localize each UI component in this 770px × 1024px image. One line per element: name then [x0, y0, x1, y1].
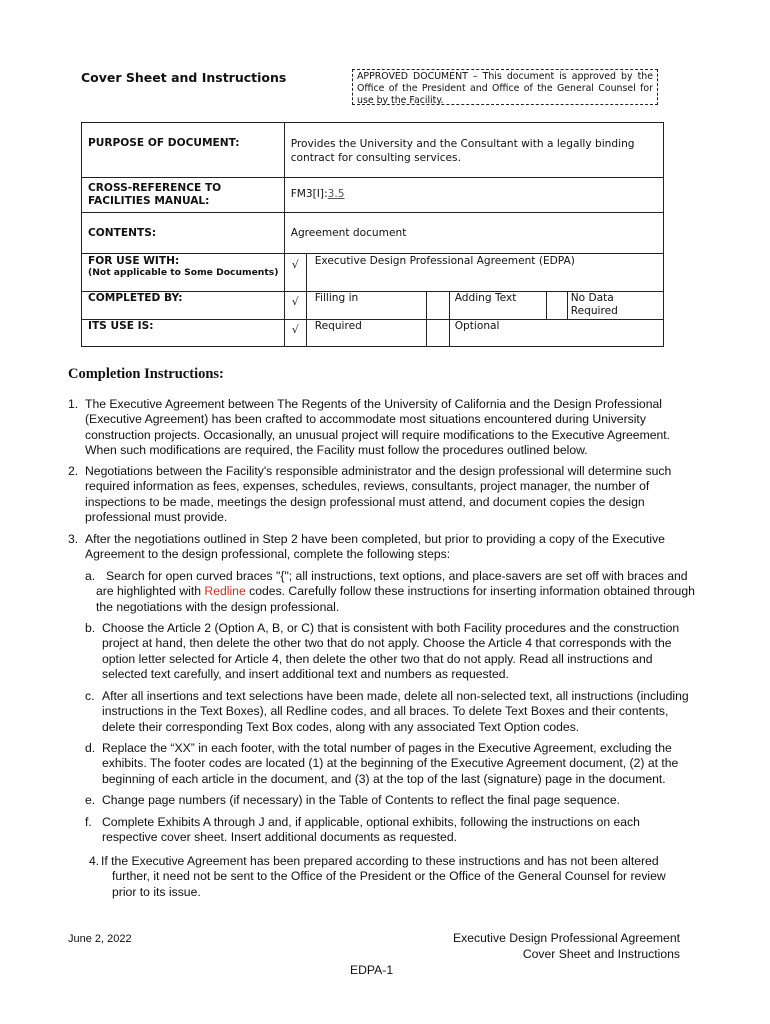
footer-subtitle-line: Cover Sheet and Instructions — [522, 946, 680, 961]
instruction-step-b — [85, 621, 700, 683]
instruction-step-c — [85, 689, 700, 735]
completed-options — [284, 292, 663, 320]
for-use-options — [284, 254, 663, 292]
use-is-checkbox[interactable]: √ — [285, 320, 307, 346]
instruction-item-1 — [68, 397, 698, 459]
step-letter: d. — [85, 741, 96, 755]
item-number: 3. — [68, 532, 79, 546]
for-use-value: Executive Design Professional Agreement (EDPA) — [314, 255, 575, 267]
crossref-label: CROSS-REFERENCE TO FACILITIES MANUAL: — [82, 178, 285, 213]
for-use-checkbox[interactable]: √ — [285, 254, 307, 291]
step-text: After all insertions and text selections have been made, delete all non-selected text, all instructions (including instructions in the Text Boxes), all Redline codes, and all braces. To delete Text Boxes and their contents, delete their corresponding Text Box codes, along with any associated Text Option codes. — [102, 689, 689, 734]
contents-label: CONTENTS: — [82, 213, 285, 254]
purpose-label: PURPOSE OF DOCUMENT: — [82, 123, 285, 178]
for-use-label: FOR USE WITH: — [88, 255, 180, 267]
use-is-optional: Optional — [454, 320, 500, 332]
instruction-step-a — [85, 569, 698, 615]
for-use-note: (Not applicable to Some Documents) — [88, 267, 279, 278]
item-number: 2. — [68, 464, 79, 478]
step-letter: c. — [85, 689, 95, 703]
step-letter: a. — [85, 569, 96, 583]
step-text: Complete Exhibits A through J and, if applicable, optional exhibits, following the instructions on each respective cover sheet. Insert additional documents as requested. — [102, 815, 640, 845]
step-text-part2: codes. Carefully follow these instructions for inserting information obtained through the negotiations with the design professional. — [96, 584, 695, 614]
instruction-step-d — [85, 741, 702, 787]
instruction-step-f — [85, 815, 675, 846]
footer-title-line: Executive Design Professional Agreement — [453, 931, 680, 945]
instruction-step-e — [85, 793, 700, 808]
footer-date: June 2, 2022 — [68, 933, 132, 945]
page-number: EDPA-1 — [350, 963, 394, 977]
step-letter: f. — [85, 815, 92, 829]
page-title: Cover Sheet and Instructions — [81, 70, 287, 85]
crossref-prefix: FM3[I]: — [290, 188, 328, 200]
completed-option-adding: Adding Text — [454, 292, 517, 304]
for-use-cell — [82, 254, 285, 292]
crossref-cell — [284, 178, 663, 213]
instruction-item-4 — [89, 854, 689, 900]
step-text: Choose the Article 2 (Option A, B, or C) that is consistent with both Facility procedures and the construction project at hand, then delete the other two that do not apply. Choose the Article 4 that corresponds with the option letter selected for Article 4, then delete the other two that do not apply. Read all instructions and selected text carefully, and insert additional text and numbers as requested. — [102, 621, 680, 682]
adding-text-checkbox[interactable] — [426, 292, 450, 319]
completed-option-nodata: No Data Required — [570, 292, 618, 317]
item-number: 4. — [89, 854, 100, 868]
step-letter: b. — [85, 621, 96, 635]
completed-option-filling: Filling in — [314, 292, 359, 304]
item-text: After the negotiations outlined in Step 2 have been completed, but prior to providing a copy of the Executive Agreement to the design professional, complete the following steps: — [85, 532, 665, 562]
completed-checkbox[interactable]: √ — [285, 292, 307, 319]
use-is-required: Required — [314, 320, 362, 332]
instructions-heading: Completion Instructions: — [68, 366, 224, 382]
item-text: Negotiations between the Facility's responsible administrator and the design professional will determine such required information as fees, expenses, schedules, reviews, consultants, project manager, the number of inspections to be made, meetings the design professional must attend, and document copies the design professional must provide. — [85, 464, 672, 525]
footer-document-title — [430, 931, 680, 962]
item-text: If the Executive Agreement has been prepared according to these instructions and has not been altered further, it need not be sent to the Office of the President or the Office of the General Counsel for review prior to its issue. — [101, 854, 666, 899]
instruction-item-3 — [68, 532, 698, 563]
step-text-part1: Search for open curved braces "{"; all instructions, text options, and place-savers are set off with braces and are highlighted with — [96, 569, 688, 599]
item-text: The Executive Agreement between The Regents of the University of California and the Design Professional (Executive Agreement) has been crafted to accommodate most situations encountered during University construction projects. Occasionally, an unusual project will require modifications to the Executive Agreement. When such modifications are required, the Facility must follow the procedures outlined below. — [85, 397, 671, 458]
step-text — [96, 569, 698, 615]
item-number: 1. — [68, 397, 79, 411]
step-text: Replace the “XX” in each footer, with the total number of pages in the Executive Agreement, excluding the exhibits. The footer codes are located (1) at the beginning of the Executive Agreement document, (2) at the beginning of each article in the document, and (3) at the top of the last (signature) page in the document. — [102, 741, 679, 786]
completed-label: COMPLETED BY: — [82, 292, 285, 320]
step-text: Change page numbers (if necessary) in the Table of Contents to reflect the final page sequence. — [102, 793, 621, 807]
step-letter: e. — [85, 793, 96, 807]
document-info-table — [81, 122, 664, 347]
contents-value: Agreement document — [284, 213, 663, 254]
use-is-label: ITS USE IS: — [82, 320, 285, 347]
use-is-options — [284, 320, 663, 347]
instruction-item-2 — [68, 464, 698, 526]
crossref-link[interactable]: 3.5 — [327, 188, 345, 200]
optional-checkbox[interactable] — [426, 320, 450, 346]
redline-word: Redline — [204, 584, 246, 599]
purpose-value: Provides the University and the Consultant with a legally binding contract for consulting services. — [284, 123, 663, 178]
no-data-checkbox[interactable] — [546, 292, 568, 319]
approved-notice: APPROVED DOCUMENT – This document is approved by the Office of the President and Office of the General Counsel for use by the Facility. — [352, 69, 658, 105]
